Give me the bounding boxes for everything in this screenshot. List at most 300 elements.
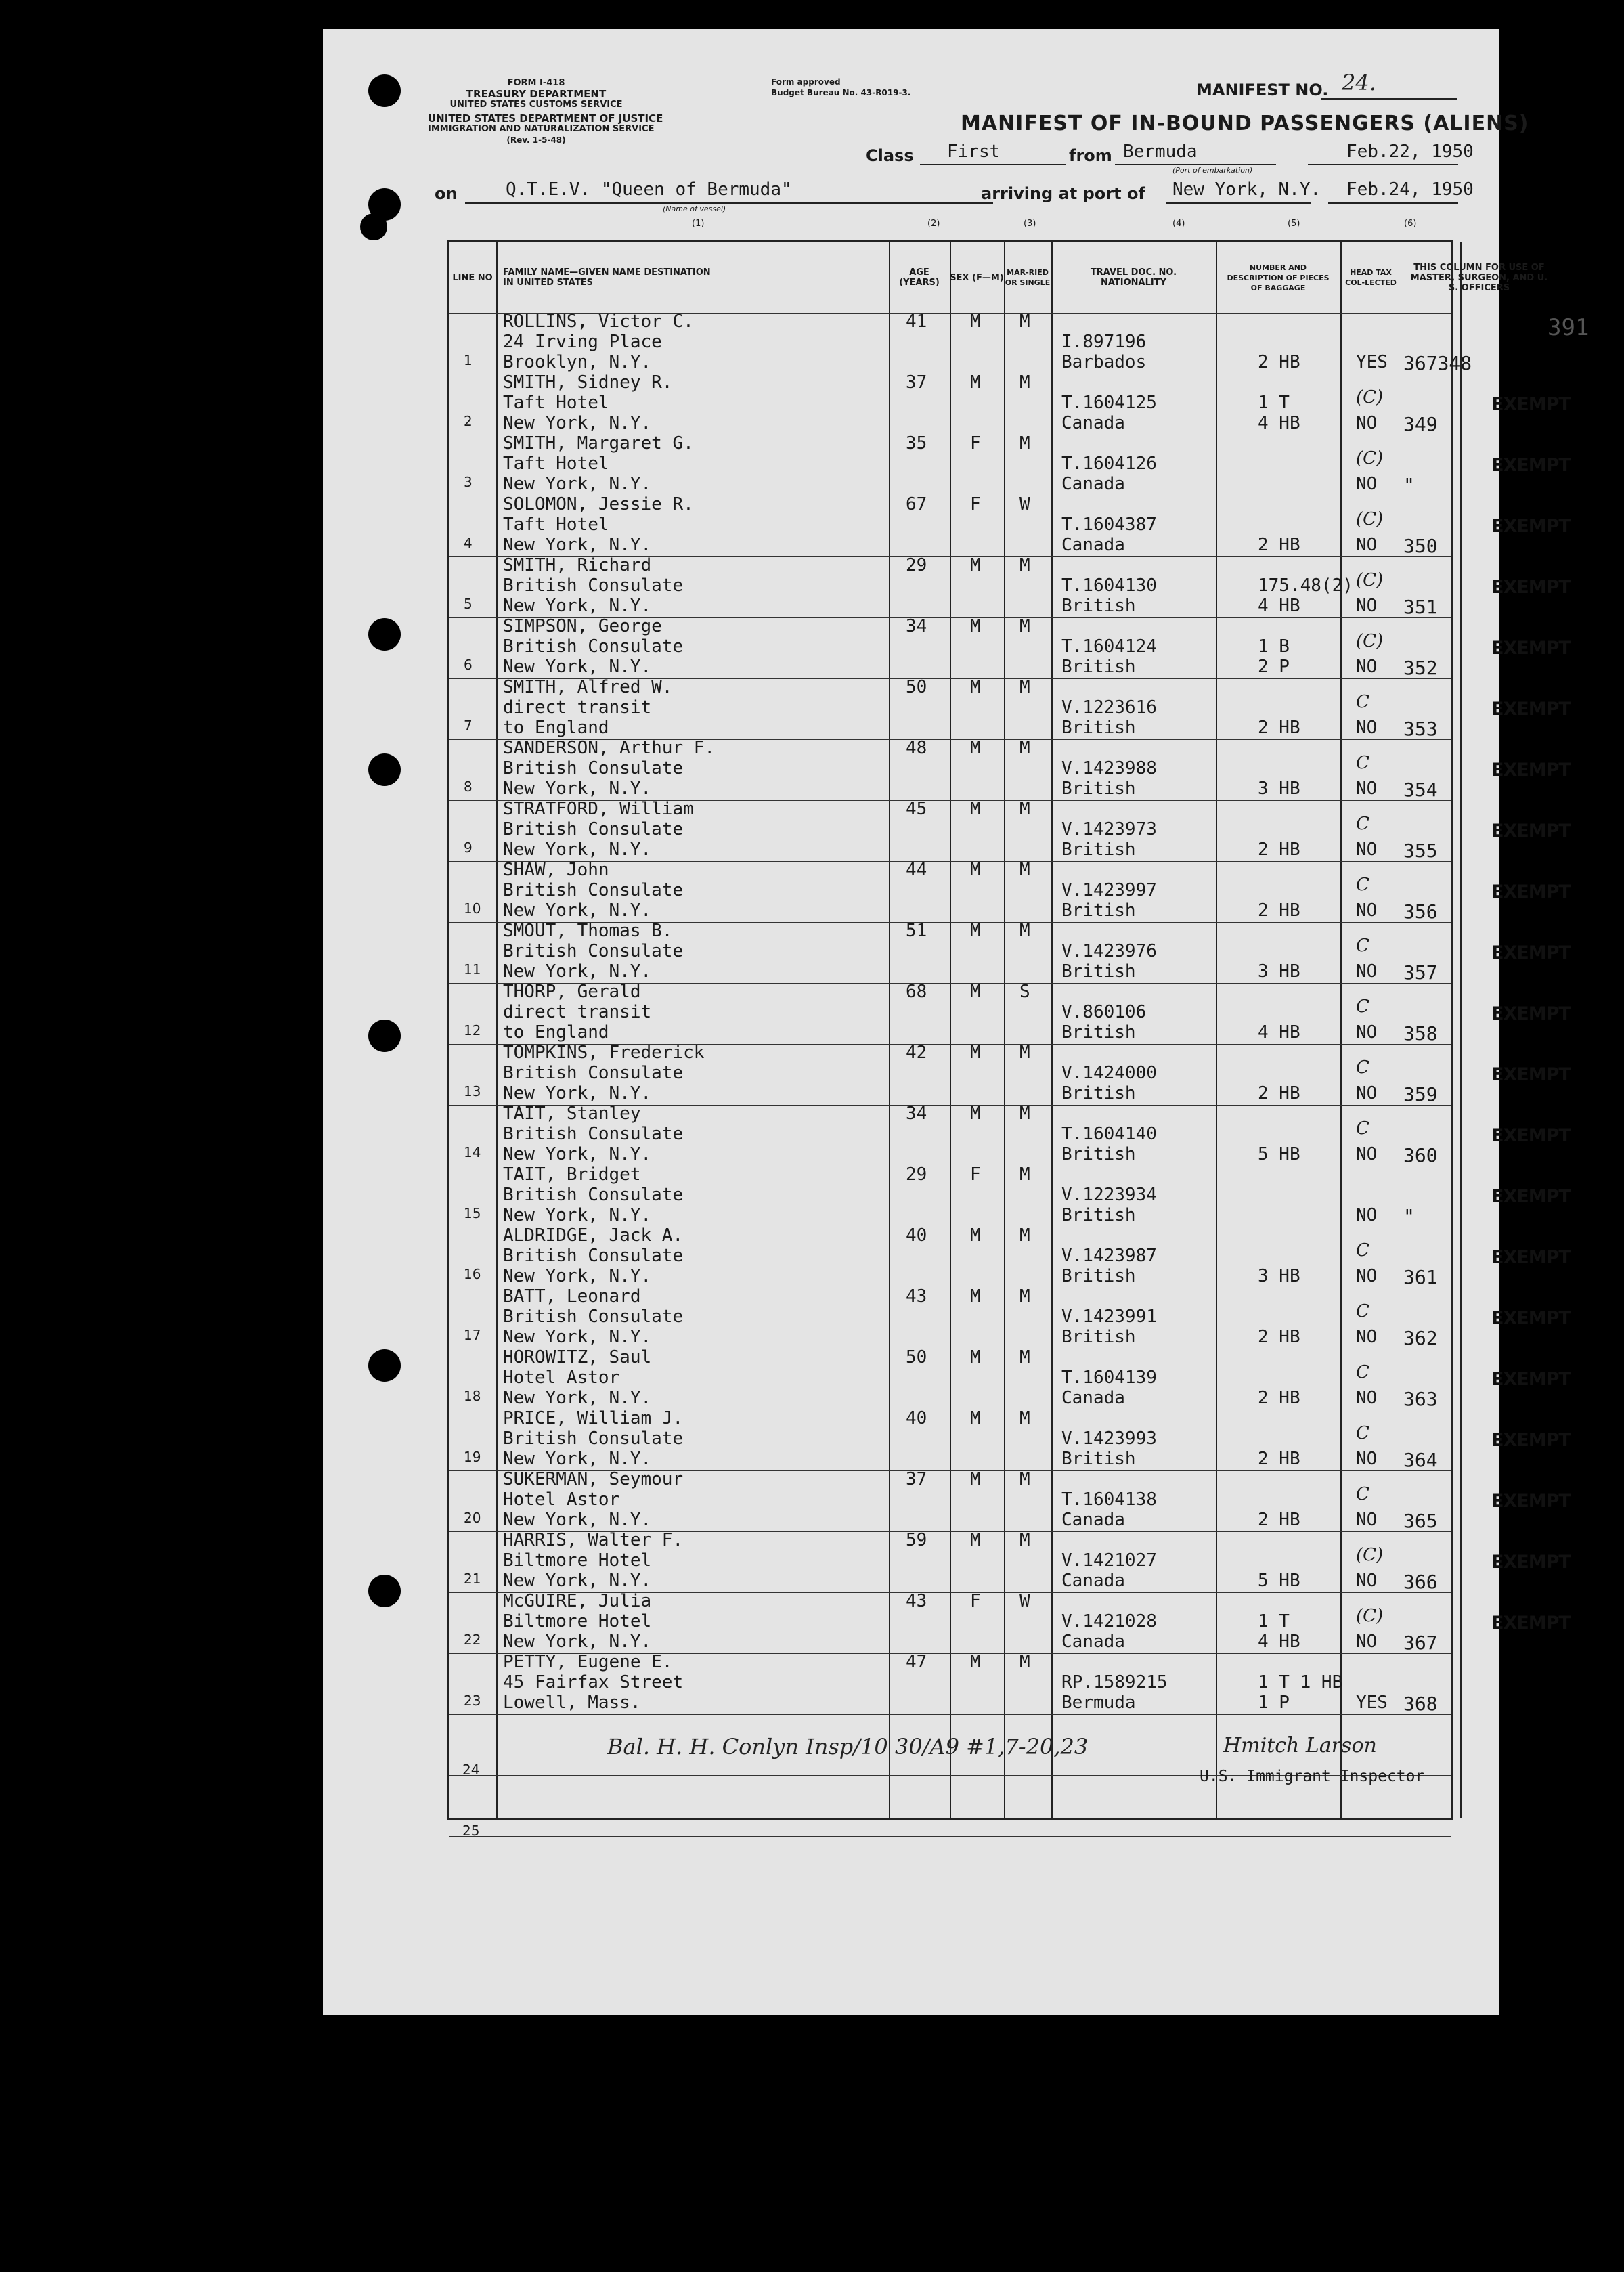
marital-status: W (1019, 1591, 1030, 1611)
sex: M (970, 1652, 981, 1672)
passenger-name: SOLOMON, Jessie R. (503, 494, 694, 515)
line-number: 5 (464, 596, 473, 612)
head-tax-mark: C (1356, 936, 1369, 956)
marital-status: S (1019, 982, 1030, 1002)
head-tax-collected: NO (1356, 1022, 1378, 1043)
destination-line1: British Consulate (503, 941, 684, 961)
age: 48 (906, 738, 927, 758)
destination-line2: New York, N.Y. (503, 413, 652, 433)
binder-hole (368, 618, 401, 651)
destination-line2: New York, N.Y. (503, 1327, 652, 1347)
destination-line1: Biltmore Hotel (503, 1611, 652, 1632)
head-tax-collected: NO (1356, 1571, 1378, 1591)
officer-number: 349 (1403, 413, 1438, 435)
sex: M (970, 555, 981, 575)
officer-number: 352 (1403, 657, 1438, 679)
age: 42 (906, 1043, 927, 1063)
col-number-5: (5) (1288, 219, 1300, 229)
destination-line1: British Consulate (503, 1428, 684, 1449)
age: 40 (906, 1225, 927, 1246)
table-row (449, 1225, 1571, 1288)
destination-line2: New York, N.Y. (503, 1510, 652, 1530)
travel-doc-no: T.1604126 (1061, 454, 1157, 474)
exempt-stamp: EXEMPT (1491, 1247, 1571, 1268)
officer-number: " (1403, 474, 1415, 496)
line-number: 3 (464, 474, 473, 490)
destination-line1: British Consulate (503, 1246, 684, 1266)
officer-number: 354 (1403, 779, 1438, 801)
passenger-name: SMITH, Alfred W. (503, 677, 673, 697)
officer-number: " (1403, 1205, 1415, 1227)
line-number: 7 (464, 718, 473, 734)
header-age: AGE (YEARS) (899, 267, 940, 288)
vessel-underline (465, 202, 993, 204)
table-row (449, 555, 1571, 618)
head-tax-mark: (C) (1356, 387, 1384, 408)
age: 29 (906, 555, 927, 575)
exempt-stamp: EXEMPT (1491, 1186, 1571, 1207)
officer-number: 351 (1403, 596, 1438, 618)
manifest-page (323, 29, 1589, 2015)
passenger-name: SMOUT, Thomas B. (503, 921, 673, 941)
marital-status: M (1019, 1347, 1030, 1368)
passenger-name: STRATFORD, William (503, 799, 694, 819)
head-tax-mark: (C) (1356, 570, 1384, 590)
line-number: 12 (464, 1022, 481, 1039)
travel-doc-no: V.1424000 (1061, 1063, 1157, 1083)
head-tax-collected: NO (1356, 474, 1378, 494)
manifest-no-underline (1321, 98, 1457, 100)
sex: M (970, 1104, 981, 1124)
officer-number: 367348 (1403, 352, 1472, 374)
head-tax-collected: NO (1356, 1144, 1378, 1164)
sex: M (970, 1286, 981, 1307)
class-value: First (947, 141, 1001, 162)
baggage-bottom: 2 HB (1258, 1388, 1300, 1408)
passenger-name: SMITH, Richard (503, 555, 652, 575)
table-row (449, 982, 1571, 1045)
marital-status: M (1019, 1408, 1030, 1428)
head-tax-mark: C (1356, 997, 1369, 1017)
baggage-bottom: 3 HB (1258, 1266, 1300, 1286)
passenger-name: SIMPSON, George (503, 616, 662, 636)
header-travel-doc: TRAVEL DOC. NO. NATIONALITY (1090, 267, 1177, 288)
manifest-table (447, 240, 1589, 1839)
officer-number: 356 (1403, 900, 1438, 923)
baggage-bottom: 4 HB (1258, 1632, 1300, 1652)
marital-status: M (1019, 1043, 1030, 1063)
head-tax-collected: NO (1356, 1266, 1378, 1286)
passenger-name: PRICE, William J. (503, 1408, 684, 1428)
destination-line2: to England (503, 1022, 609, 1043)
head-tax-mark: C (1356, 692, 1369, 712)
binder-hole (368, 1349, 401, 1382)
age: 51 (906, 921, 927, 941)
nationality: British (1061, 1327, 1136, 1347)
date-from-underline (1308, 164, 1458, 165)
marital-status: M (1019, 1104, 1030, 1124)
nationality: British (1061, 900, 1136, 921)
port-caption: (Port of embarkation) (1172, 166, 1253, 175)
manifest-no-label: MANIFEST NO. (1196, 81, 1329, 100)
travel-doc-no: T.1604139 (1061, 1368, 1157, 1388)
arrival-date: Feb.24, 1950 (1346, 179, 1474, 200)
destination-line1: Taft Hotel (503, 515, 609, 535)
table-row (449, 1164, 1571, 1227)
nationality: British (1061, 961, 1136, 982)
departure-date: Feb.22, 1950 (1346, 141, 1474, 162)
passenger-name: HARRIS, Walter F. (503, 1530, 684, 1550)
table-row (449, 494, 1571, 557)
passenger-name: SHAW, John (503, 860, 609, 880)
row-divider (449, 1592, 1451, 1593)
destination-line2: Brooklyn, N.Y. (503, 352, 652, 372)
department-block (428, 78, 663, 146)
line-number: 4 (464, 535, 473, 551)
marital-status: M (1019, 1164, 1030, 1185)
destination-line1: direct transit (503, 697, 652, 718)
head-tax-mark: (C) (1356, 631, 1384, 651)
nationality: British (1061, 1022, 1136, 1043)
line-number: 16 (464, 1266, 481, 1282)
line-number: 11 (464, 961, 481, 978)
row-divider (449, 861, 1451, 862)
baggage-top: 1 T (1258, 393, 1290, 413)
date-arrive-underline (1328, 202, 1458, 204)
line-number: 18 (464, 1388, 481, 1404)
sex: M (970, 982, 981, 1002)
table-row (449, 1530, 1571, 1593)
line-number: 19 (464, 1449, 481, 1465)
nationality: British (1061, 839, 1136, 860)
nationality: Canada (1061, 1388, 1125, 1408)
passenger-name: PETTY, Eugene E. (503, 1652, 673, 1672)
head-tax-collected: NO (1356, 718, 1378, 738)
destination-line2: New York, N.Y. (503, 1144, 652, 1164)
line-number: 21 (464, 1571, 481, 1587)
sex: M (970, 1225, 981, 1246)
passenger-name: SMITH, Margaret G. (503, 433, 694, 454)
marital-status: M (1019, 433, 1030, 454)
exempt-stamp: EXEMPT (1491, 516, 1571, 537)
marital-status: M (1019, 1225, 1030, 1246)
baggage-bottom: 4 HB (1258, 596, 1300, 616)
head-tax-mark: C (1356, 753, 1369, 773)
head-tax-collected: NO (1356, 779, 1378, 799)
header-head-tax: HEAD TAX COL-LECTED (1345, 268, 1397, 287)
baggage-bottom: 2 HB (1258, 352, 1300, 372)
exempt-stamp: EXEMPT (1491, 699, 1571, 720)
exempt-stamp: EXEMPT (1491, 881, 1571, 902)
age: 41 (906, 311, 927, 332)
vessel-name: Q.T.E.V. "Queen of Bermuda" (506, 179, 792, 200)
line-number: 2 (464, 413, 473, 429)
baggage-bottom: 3 HB (1258, 961, 1300, 982)
passenger-name: ALDRIDGE, Jack A. (503, 1225, 684, 1246)
nationality: British (1061, 1266, 1136, 1286)
head-tax-collected: NO (1356, 1449, 1378, 1469)
sex: M (970, 860, 981, 880)
form-approved: Form approved (771, 77, 841, 87)
head-tax-mark: C (1356, 875, 1369, 895)
travel-doc-no: T.1604140 (1061, 1124, 1157, 1144)
nationality: British (1061, 1205, 1136, 1225)
line-number: 6 (464, 657, 473, 673)
department-customs: UNITED STATES CUSTOMS SERVICE (449, 100, 623, 110)
head-tax-collected: NO (1356, 413, 1378, 433)
nationality: British (1061, 718, 1136, 738)
officer-number: 360 (1403, 1144, 1438, 1166)
exempt-stamp: EXEMPT (1491, 638, 1571, 659)
head-tax-mark: C (1356, 1057, 1369, 1078)
arrival-port: New York, N.Y. (1172, 179, 1321, 200)
destination-line2: New York, N.Y. (503, 1571, 652, 1591)
nationality: Canada (1061, 1571, 1125, 1591)
age: 67 (906, 494, 927, 515)
header-baggage: NUMBER AND DESCRIPTION OF PIECES OF BAGGAGE (1227, 263, 1330, 292)
destination-line1: Hotel Astor (503, 1489, 620, 1510)
age: 44 (906, 860, 927, 880)
travel-doc-no: T.1604387 (1061, 515, 1157, 535)
head-tax-collected: NO (1356, 596, 1378, 616)
travel-doc-no: V.1423976 (1061, 941, 1157, 961)
destination-line1: British Consulate (503, 1185, 684, 1205)
binder-hole (368, 1575, 401, 1607)
line-number: 10 (464, 900, 481, 917)
table-row (449, 311, 1589, 374)
travel-doc-no: V.1423987 (1061, 1246, 1157, 1266)
col-number-2: (2) (927, 219, 940, 229)
age: 68 (906, 982, 927, 1002)
header-officers: THIS COLUMN FOR USE OF MASTER, SURGEON, AND U. S. OFFICERS (1410, 262, 1548, 293)
passenger-name: BATT, Leonard (503, 1286, 641, 1307)
on-label: on (435, 184, 458, 203)
officer-number: 358 (1403, 1022, 1438, 1045)
nationality: Barbados (1061, 352, 1147, 372)
head-tax-collected: NO (1356, 1632, 1378, 1652)
head-tax-mark: C (1356, 814, 1369, 834)
officer-number: 365 (1403, 1510, 1438, 1532)
destination-line2: New York, N.Y. (503, 657, 652, 677)
travel-doc-no: V.1421027 (1061, 1550, 1157, 1571)
line-number: 1 (464, 352, 473, 368)
travel-doc-no: V.860106 (1061, 1002, 1147, 1022)
travel-doc-no: RP.1589215 (1061, 1672, 1168, 1692)
department-immigration: IMMIGRATION AND NATURALIZATION SERVICE (428, 124, 655, 134)
sex: M (970, 311, 981, 332)
destination-line1: British Consulate (503, 636, 684, 657)
head-tax-collected: NO (1356, 1327, 1378, 1347)
exempt-stamp: EXEMPT (1491, 1003, 1571, 1024)
col-number-3: (3) (1024, 219, 1036, 229)
age: 40 (906, 1408, 927, 1428)
exempt-stamp: EXEMPT (1491, 577, 1571, 598)
nationality: British (1061, 657, 1136, 677)
sex: F (970, 433, 981, 454)
age: 37 (906, 372, 927, 393)
table-row (449, 1653, 1451, 1714)
passenger-name: TOMPKINS, Frederick (503, 1043, 705, 1063)
baggage-bottom: 2 HB (1258, 718, 1300, 738)
from-label: from (1069, 146, 1112, 165)
destination-line2: to England (503, 718, 609, 738)
destination-line1: British Consulate (503, 758, 684, 779)
table-row (449, 1043, 1571, 1106)
marital-status: M (1019, 311, 1030, 332)
sex: M (970, 1408, 981, 1428)
age: 45 (906, 799, 927, 819)
row-divider (449, 1653, 1451, 1654)
marital-status: M (1019, 372, 1030, 393)
col-number-4: (4) (1172, 219, 1185, 229)
row-divider (449, 1470, 1451, 1471)
row-divider (449, 1105, 1451, 1106)
passenger-name: SMITH, Sidney R. (503, 372, 673, 393)
table-row (449, 738, 1571, 801)
arriving-underline (1166, 202, 1311, 204)
destination-line1: British Consulate (503, 819, 684, 839)
table-row (449, 433, 1571, 496)
binder-hole (368, 1020, 401, 1052)
baggage-bottom: 1 P (1258, 1692, 1290, 1713)
travel-doc-no: T.1604130 (1061, 575, 1157, 596)
manifest-no-value: 24. (1342, 70, 1376, 95)
baggage-bottom: 2 HB (1258, 1327, 1300, 1347)
destination-line1: British Consulate (503, 1124, 684, 1144)
handwritten-notes: Bal. H. H. Conlyn Insp/10 30/A9 #1,7-20,23 (607, 1734, 1089, 1760)
nationality: Canada (1061, 1510, 1125, 1530)
col-number-1: (1) (692, 219, 705, 229)
officer-note: 391 (1548, 314, 1589, 341)
sex: M (970, 677, 981, 697)
inspector-signature: Hmitch Larson (1223, 1734, 1377, 1757)
baggage-bottom: 2 HB (1258, 900, 1300, 921)
row-divider (449, 1044, 1451, 1045)
destination-line2: New York, N.Y. (503, 596, 652, 616)
marital-status: M (1019, 1469, 1030, 1489)
head-tax-mark: C (1356, 1301, 1369, 1321)
nationality: British (1061, 1083, 1136, 1104)
age: 59 (906, 1530, 927, 1550)
row-divider (449, 1531, 1451, 1532)
destination-line2: New York, N.Y. (503, 1449, 652, 1469)
approval-note (771, 77, 910, 98)
exempt-stamp: EXEMPT (1491, 394, 1571, 415)
destination-line1: British Consulate (503, 880, 684, 900)
travel-doc-no: I.897196 (1061, 332, 1147, 352)
head-tax-mark: C (1356, 1118, 1369, 1139)
head-tax-collected: NO (1356, 535, 1378, 555)
sex: M (970, 372, 981, 393)
table-row (449, 1591, 1571, 1654)
manifest-title: MANIFEST OF IN-BOUND PASSENGERS (ALIENS) (961, 112, 1529, 135)
travel-doc-no: T.1604124 (1061, 636, 1157, 657)
header-line-no: LINE NO (452, 272, 493, 283)
row-divider (449, 739, 1451, 740)
header-sex: SEX (F—M) (950, 272, 1004, 283)
binder-hole (368, 74, 401, 107)
head-tax-collected: YES (1356, 1692, 1388, 1713)
age: 47 (906, 1652, 927, 1672)
marital-status: M (1019, 1530, 1030, 1550)
nationality: British (1061, 596, 1136, 616)
marital-status: M (1019, 1286, 1030, 1307)
destination-line1: 45 Fairfax Street (503, 1672, 684, 1692)
line-number: 9 (464, 839, 473, 856)
head-tax-mark: C (1356, 1423, 1369, 1443)
table-row (449, 860, 1571, 923)
destination-line2: New York, N.Y. (503, 961, 652, 982)
nationality: Canada (1061, 474, 1125, 494)
officer-number: 359 (1403, 1083, 1438, 1106)
destination-line2: New York, N.Y. (503, 1266, 652, 1286)
sex: M (970, 1469, 981, 1489)
line-number: 13 (464, 1083, 481, 1099)
row-divider (449, 1836, 1451, 1837)
age: 34 (906, 1104, 927, 1124)
sex: F (970, 1591, 981, 1611)
sex: M (970, 616, 981, 636)
marital-status: M (1019, 616, 1030, 636)
baggage-top: 175.48(2) (1258, 575, 1353, 596)
line-number: 14 (464, 1144, 481, 1160)
officer-number: 361 (1403, 1266, 1438, 1288)
travel-doc-no: T.1604138 (1061, 1489, 1157, 1510)
form-number: FORM I-418 (507, 78, 565, 88)
destination-line2: New York, N.Y. (503, 1083, 652, 1104)
destination-line1: Taft Hotel (503, 454, 609, 474)
line-number: 23 (464, 1692, 481, 1709)
head-tax-collected: NO (1356, 1388, 1378, 1408)
head-tax-collected: NO (1356, 900, 1378, 921)
passenger-name: TAIT, Stanley (503, 1104, 641, 1124)
officer-number: 366 (1403, 1571, 1438, 1593)
head-tax-mark: (C) (1356, 448, 1384, 468)
head-tax-collected: NO (1356, 1083, 1378, 1104)
passenger-name: McGUIRE, Julia (503, 1591, 652, 1611)
sex: F (970, 1164, 981, 1185)
officer-number: 353 (1403, 718, 1438, 740)
destination-line2: New York, N.Y. (503, 474, 652, 494)
nationality: British (1061, 1449, 1136, 1469)
table-row (449, 372, 1571, 435)
head-tax-mark: C (1356, 1484, 1369, 1504)
officer-number: 362 (1403, 1327, 1438, 1349)
passenger-name: HOROWITZ, Saul (503, 1347, 652, 1368)
exempt-stamp: EXEMPT (1491, 455, 1571, 476)
exempt-stamp: EXEMPT (1491, 1430, 1571, 1451)
destination-line1: British Consulate (503, 1063, 684, 1083)
passenger-name: SUKERMAN, Seymour (503, 1469, 684, 1489)
col-number-6: (6) (1404, 219, 1417, 229)
destination-line1: direct transit (503, 1002, 652, 1022)
table-row (449, 1469, 1571, 1532)
destination-line1: 24 Irving Place (503, 332, 662, 352)
age: 37 (906, 1469, 927, 1489)
passenger-name: SANDERSON, Arthur F. (503, 738, 716, 758)
baggage-bottom: 2 HB (1258, 535, 1300, 555)
line-number: 8 (464, 779, 473, 795)
line-number: 17 (464, 1327, 481, 1343)
travel-doc-no: V.1421028 (1061, 1611, 1157, 1632)
travel-doc-no: V.1423997 (1061, 880, 1157, 900)
head-tax-collected: NO (1356, 839, 1378, 860)
destination-line2: Lowell, Mass. (503, 1692, 641, 1713)
baggage-top: 1 T 1 HB (1258, 1672, 1343, 1692)
travel-doc-no: T.1604125 (1061, 393, 1157, 413)
age: 34 (906, 616, 927, 636)
table-row (449, 799, 1571, 862)
